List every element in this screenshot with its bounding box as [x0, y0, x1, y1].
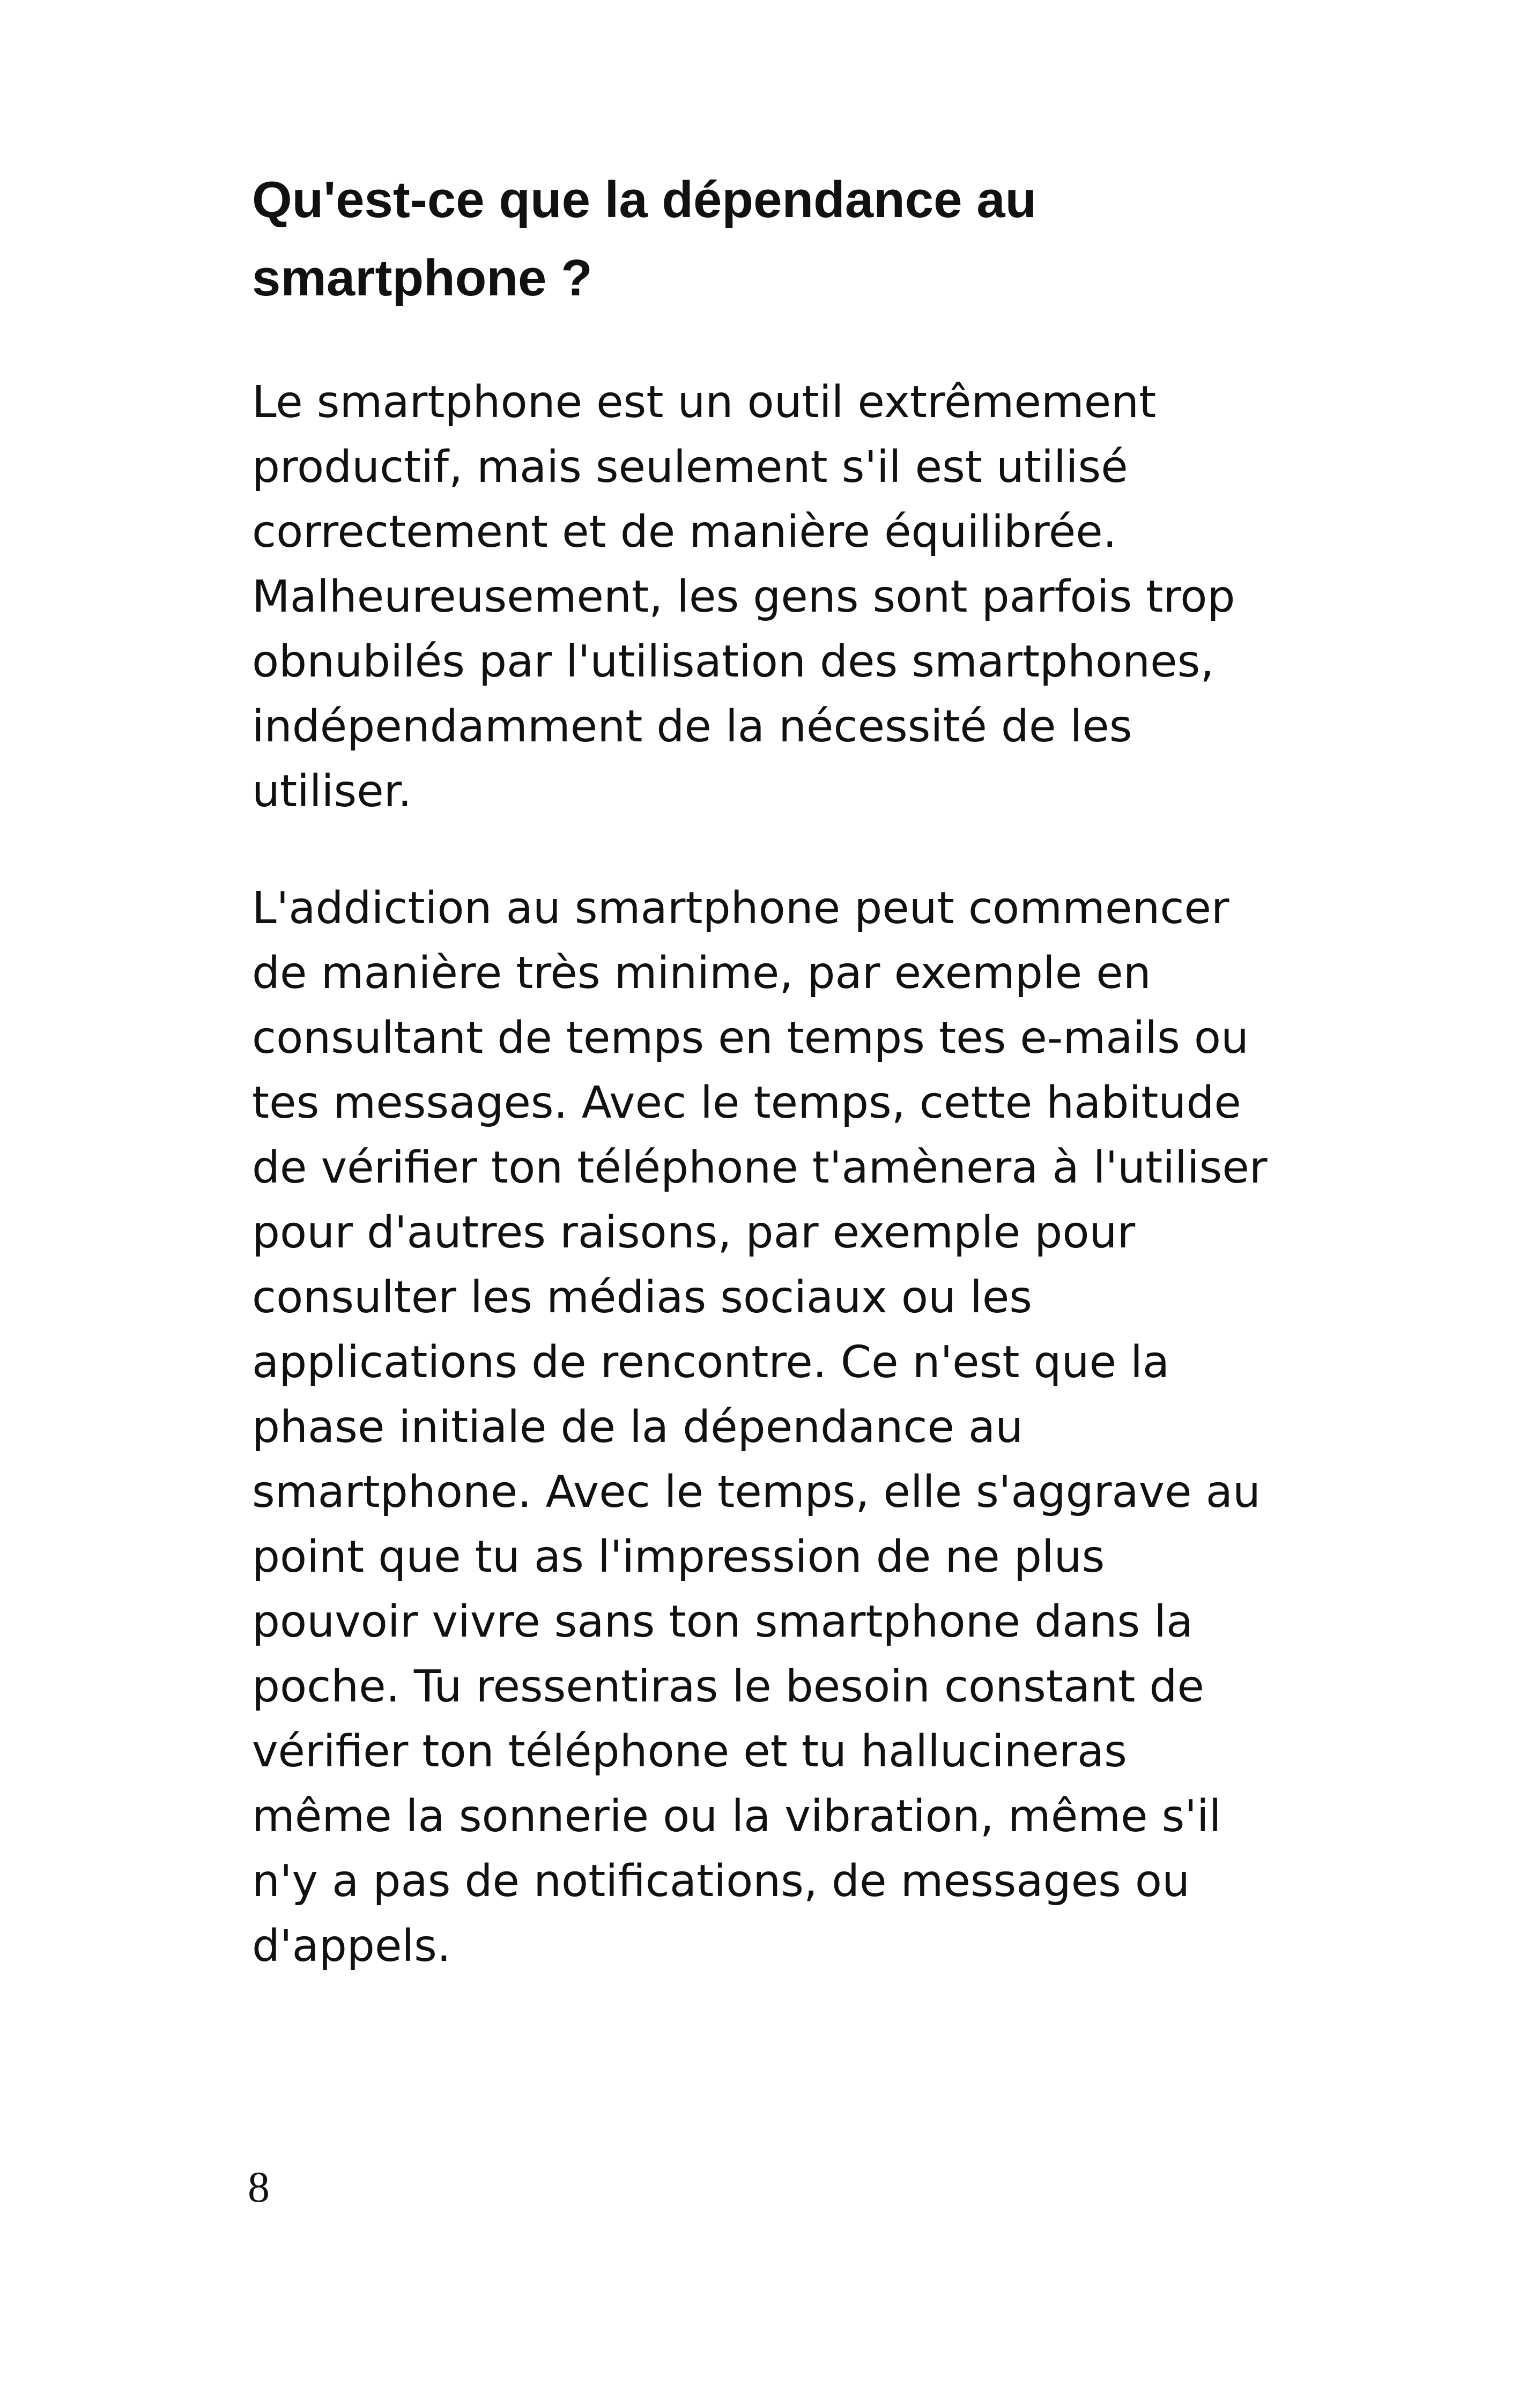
paragraph-1: Le smartphone est un outil extrêmement productif, mais seulement s'il est utilisé correctement et de manière équilibrée. Malheureusement, les gens sont parfois trop obnubilés par l'utilisation des smartphones, indépendamment de la nécessité de les utiliser.	[252, 377, 1235, 817]
paragraph-2: L'addiction au smartphone peut commencer de manière très minime, par exemple en consultant de temps en temps tes e-mails ou tes messages. Avec le temps, cette habitude de vérifier ton téléphone t'amènera à l'utiliser pour d'autres raisons, par exemple pour consulter les médias sociaux ou les applications de rencontre. Ce n'est que la phase initiale de la dépendance au smartphone. Avec le temps, elle s'aggrave au point que tu as l'impression de ne plus pouvoir vivre sans ton smartphone dans la poche. Tu ressentiras le besoin constant de vérifier ton téléphone et tu hallucineras même la sonnerie ou la vibration, même s'il n'y a pas de notifications, de messages ou d'appels.	[252, 883, 1268, 1972]
page-number: 8	[248, 2162, 270, 2211]
page-content	[252, 161, 1303, 1979]
section-heading: Qu'est-ce que la dépendance au smartphone ?	[252, 171, 1037, 307]
